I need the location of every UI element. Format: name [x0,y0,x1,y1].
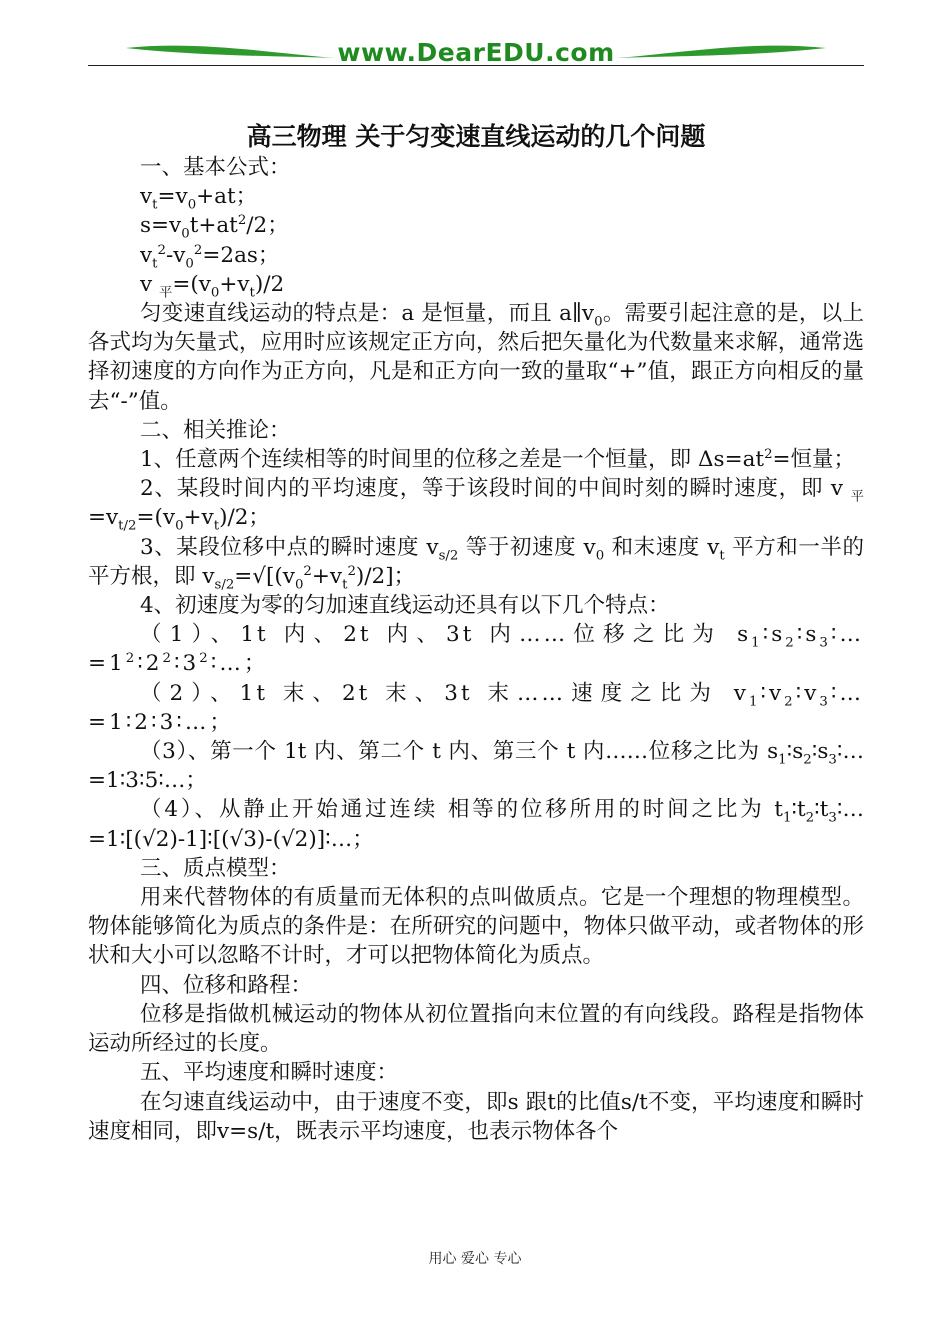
corollary-4-item-3: （3）、第一个 1t 内、第二个 t 内、第三个 t 内……位移之比为 $s_1∶s_2∶s_3∶\dots=1∶3∶5∶\dots$； [88,739,864,794]
formula-displacement: $s=v_0t+at^2/2$； [140,213,289,242]
paragraph-point-mass: 用来代替物体的有质量而无体积的点叫做质点。它是一个理想的物理模型。物体能够简化为质点的条件是：在所研究的问题中，物体只做平动，或者物体的形状和大小可以忽略不计时，才可以把物体简化为质点。 [88,885,864,969]
corollary-4-item-2: （2）、1t 末、2t 末、3t 末……速度之比为 $v_1∶v_2∶v_3∶\dots=1∶2∶3∶\dots$； [88,680,864,735]
corollary-4-item-4: （4）、从静止开始通过连续 相等的位移所用的时间之比为 $t_1∶t_2∶t_3∶\dots=1∶[(√2)-1]∶[(√3)-(√2)]∶\dots$； [88,797,864,852]
formula-velocity-squared: $v_t^2-v_0^2=2as$； [140,242,280,271]
site-logo[interactable]: www.DearEDU.com [337,38,615,67]
document-title: 高三物理 关于匀变速直线运动的几个问题 [246,122,706,151]
paragraph-velocity: 在匀速直线运动中，由于速度不变，即s 跟t的比值s/t不变，平均速度和瞬时速度相同，即v=s/t，既表示平均速度，也表示物体各个 [88,1089,864,1144]
formula-average-velocity: v $_平=(v_0+v_t)/2$ [140,271,285,301]
corollary-4-item-1: （1）、1t 内、2t 内、3t 内……位移之比为 $s_1∶s_2∶s_3∶\dots=1^2∶2^2∶3^2∶\dots$； [88,622,864,677]
corollary-1: 1、任意两个连续相等的时间里的位移之差是一个恒量，即 $\Delta s=at^2=$恒量； [140,446,856,473]
section-heading-point-mass: 三、质点模型： [140,855,291,881]
page-footer: 用心 爱心 专心 [428,1251,522,1267]
section-heading-basic-formulas: 一、基本公式： [140,155,291,180]
section-heading-displacement-path: 四、位移和路程： [140,972,313,998]
section-heading-velocity: 五、平均速度和瞬时速度： [140,1060,399,1086]
section-heading-corollaries: 二、相关推论： [140,417,291,443]
paragraph-displacement-path: 位移是指做机械运动的物体从初位置指向末位置的有向线段。路程是指物体运动所经过的长度。 [88,1001,864,1057]
corollary-4: 4、初速度为零的匀加速直线运动还具有以下几个特点： [140,593,670,619]
formula-velocity: $v_t=v_0+at$； [140,184,258,213]
paragraph-characteristics: 匀变速直线运动的特点是：a 是恒量，而且 $a\parallel v_0$。需要引起注意的是，以上各式均为矢量式，应用时应该规定正方向，然后把矢量化为代数量来求解，通常选择初速度的方向作为正方向，凡是和正方向一致的量取“+”值，跟正方向相反的量去“-”值。 [88,301,864,414]
corollary-3: 3、某段位移中点的瞬时速度 $v_{s/2}$ 等于初速度 $v_0$ 和末速度 $v_t$ 平方和一半的平方根，即 $v_{s/2}=√[(v_0^2+v_t^2)/2]$； [88,534,864,593]
header-divider [88,65,864,66]
document-body [88,122,864,1146]
corollary-2: 2、某段时间内的平均速度，等于该段时间的中间时刻的瞬时速度，即 v $_平=v_{t/2}=(v_0+v_t)/2$； [88,476,864,534]
